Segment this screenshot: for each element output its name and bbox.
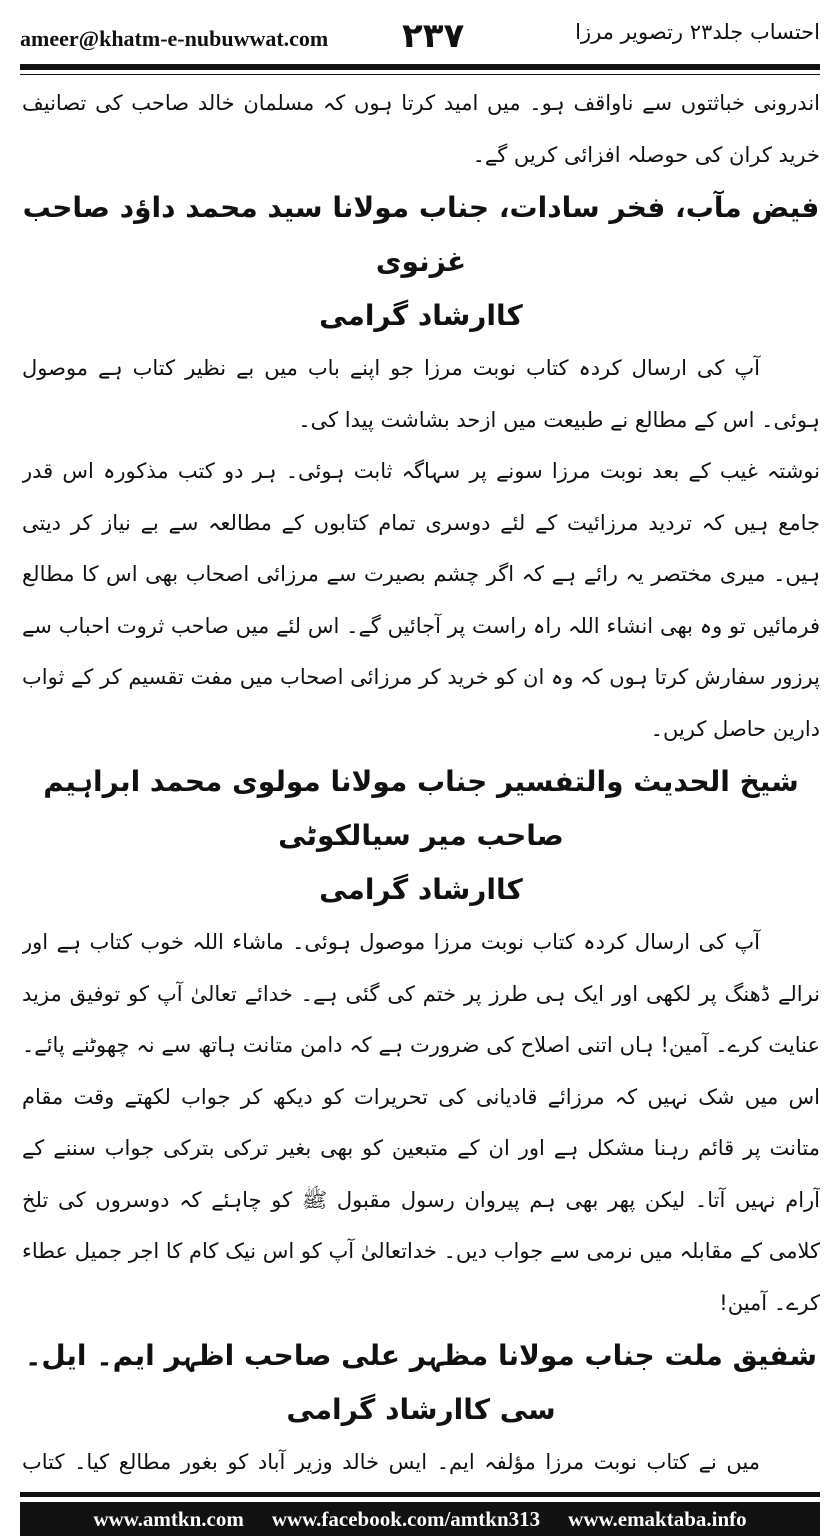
footer-link-website[interactable]: www.amtkn.com <box>93 1506 244 1531</box>
paragraph: اندرونی خباثتوں سے ناواقف ہو۔ میں امید کرتا ہوں کہ مسلمان خالد صاحب کی تصانیف خرید کران کی حوصلہ افزائی کریں گے۔ <box>22 91 820 167</box>
header-email: ameer@khatm-e-nubuwwat.com <box>20 26 329 51</box>
paragraph: آپ کی ارسال کردہ کتاب نوبت مرزا موصول ہوئی۔ ماشاء اللہ خوب کتاب ہے اور نرالے ڈھنگ پر لکھی اور ایک ہی طرز پر ختم کی گئی ہے۔ خدائے تعالیٰ آپ کو توفیق مزید عنایت کرے۔ آمین! ہاں اتنی اصلاح کی ضرورت ہے کہ دامن متانت ہاتھ سے نہ چھوٹنے پائے۔ اس میں شک نہیں کہ مرزائے قادیانی کی تحریرات کو دیکھ کر جواب لکھتے وقت مقام متانت پر قائم رہنا مشکل ہے اور ان کے متبعین کو بھی بغیر ترکی بترکی جواب سننے کے آرام نہیں آتا۔ لیکن پھر بھی ہم پیروان رسول مقبول ﷺ کو چاہئے کہ دوسروں کی تلخ کلامی کے مقابلہ میں نرمی سے جواب دیں۔ خداتعالیٰ آپ کو اس نیک کام کا اجر جمیل عطاء کرے۔ آمین! <box>22 930 820 1315</box>
book-title: احتساب جلد۲۳ رتصویر مرزا <box>575 20 820 44</box>
header-rule-thick <box>20 64 820 70</box>
paragraph: نوشتہ غیب کے بعد نوبت مرزا سونے پر سہاگہ ثابت ہوئی۔ ہر دو کتب مذکورہ اس قدر جامع ہیں کہ تردید مرزائیت کے لئے دوسری تمام کتابوں کے مطالعہ سے بے نیاز کر دیتی ہیں۔ میری مختصر یہ رائے ہے کہ اگر چشم بصیرت سے مرزائی اصحاب بھی اس کا مطالع فرمائیں تو وہ بھی انشاء اللہ راہ راست پر آجائیں گے۔ اس لئے میں صاحب ثروت احباب سے پرزور سفارش کرتا ہوں کہ وہ ان کو خرید کر مرزائی اصحاب میں مفت تقسیم کر کے ثواب دارین حاصل کریں۔ <box>22 459 820 741</box>
footer-link-facebook[interactable]: www.facebook.com/amtkn313 <box>271 1506 541 1531</box>
section-heading: شیخ الحدیث والتفسیر جناب مولانا مولوی محمد ابراہیم صاحب میر سیالکوٹی <box>43 765 799 852</box>
section-heading: کاارشاد گرامی <box>319 299 523 332</box>
footer-link-emaktaba[interactable]: www.emaktaba.info <box>568 1506 747 1531</box>
footer-links-bar <box>20 1502 820 1536</box>
paragraph: میں نے کتاب نوبت مرزا مؤلفہ ایم۔ ایس خالد وزیر آباد کو بغور مطالع کیا۔ کتاب <box>22 1450 760 1474</box>
page-body <box>22 78 820 1476</box>
header-rule-thin <box>20 74 820 75</box>
footer-rule <box>20 1492 820 1497</box>
page-number: ۲۳۷ <box>402 16 465 56</box>
section-heading: کاارشاد گرامی <box>319 873 523 906</box>
page-header <box>20 14 820 64</box>
paragraph: آپ کی ارسال کردہ کتاب نوبت مرزا جو اپنے باب میں بے نظیر کتاب ہے موصول ہوئی۔ اس کے مطالع نے طبیعت میں ازحد بشاشت پیدا کی۔ <box>22 356 820 432</box>
section-heading: شفیق ملت جناب مولانا مظہر علی صاحب اظہر ایم۔ ایل۔ سی کاارشاد گرامی <box>24 1339 817 1426</box>
section-heading: فیض مآب، فخر سادات، جناب مولانا سید محمد داؤد صاحب غزنوی <box>22 191 820 278</box>
